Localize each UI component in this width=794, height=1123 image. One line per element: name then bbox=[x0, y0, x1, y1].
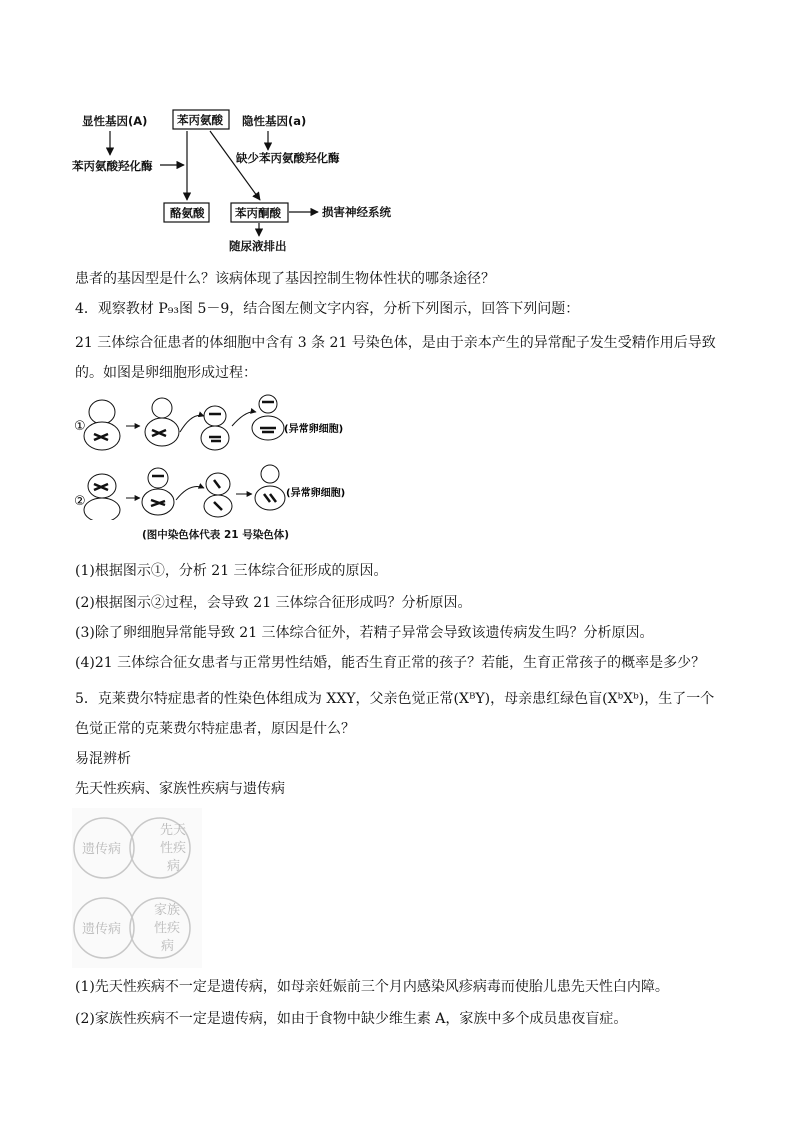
oocyte-formation-figure bbox=[70, 390, 390, 520]
venn-familial-line-1: 家族 bbox=[154, 903, 181, 918]
arrow-phe-to-phenylpyruvic bbox=[210, 131, 260, 200]
q4-sub-3: (3)除了卵细胞异常能导致 21 三体综合征外，若精子异常会导致该遗传病发生吗？分析原因。 bbox=[75, 625, 654, 641]
secondary-oocyte-1 bbox=[145, 398, 179, 446]
note-1: (1)先天性疾病不一定是遗传病，如母亲妊娠前三个月内感染风疹病毒而使胎儿患先天性白内障。 bbox=[75, 979, 669, 995]
meiosis2-cells-1 bbox=[201, 406, 229, 450]
q4-sub-1: (1)根据图示①，分析 21 三体综合征形成的原因。 bbox=[75, 563, 388, 579]
q4-intro: 21 三体综合征患者的体细胞中含有 3 条 21 号染色体，是由于亲本产生的异常配子发生受精作用后导致的。如图是卵细胞形成过程： bbox=[75, 335, 716, 381]
phenylalanine-pathway-diagram bbox=[0, 0, 794, 260]
arrow-2b bbox=[176, 487, 204, 501]
dominant-gene-label: 显性基因(A) bbox=[82, 114, 148, 128]
venn-congenital-line-3: 病 bbox=[167, 859, 181, 874]
tyrosine-label: 酪氨酸 bbox=[170, 206, 205, 220]
venn-congenital-line-2: 性疾 bbox=[160, 841, 187, 856]
abnormal-egg-label-1: (异常卵细胞) bbox=[284, 424, 344, 435]
q4-sub-2: (2)根据图示②过程，会导致 21 三体综合征形成吗？分析原因。 bbox=[75, 595, 472, 611]
venn-diagrams bbox=[72, 808, 202, 968]
note-2: (2)家族性疾病不一定是遗传病，如由于食物中缺少维生素 A，家族中多个成员患夜盲症。 bbox=[75, 1011, 628, 1027]
fig-label-1: ① bbox=[74, 419, 86, 434]
venn-familial-line-2: 性疾 bbox=[154, 921, 181, 936]
lack-enzyme-label: 缺少苯丙氨酸羟化酶 bbox=[236, 151, 340, 165]
primary-oocyte-1 bbox=[84, 400, 120, 450]
recessive-gene-label: 隐性基因(a) bbox=[242, 114, 307, 128]
venn-genetic-label-1: 遗传病 bbox=[82, 842, 122, 857]
meiosis2-cells-2 bbox=[204, 473, 232, 517]
q5-question: 5．克莱费尔特症患者的性染色体组成为 XXY，父亲色觉正常(XᴮY)，母亲患红绿色盲(XᵇXᵇ)，生了一个色觉正常的克莱费尔特症患者，原因是什么？ bbox=[75, 691, 715, 737]
venn-genetic-label-2: 遗传病 bbox=[82, 922, 122, 937]
primary-oocyte-2 bbox=[84, 474, 120, 520]
phenylpyruvic-label: 苯丙酮酸 bbox=[235, 206, 281, 220]
abnormal-egg-2 bbox=[255, 465, 285, 510]
section-title: 先天性疾病、家族性疾病与遗传病 bbox=[75, 781, 285, 797]
q4-title: 4．观察教材 P₉₃图 5－9，结合图左侧文字内容，分析下列图示，回答下列问题： bbox=[75, 301, 580, 317]
abnormal-egg-1 bbox=[252, 395, 284, 440]
venn-congenital-line-1: 先天 bbox=[160, 823, 187, 838]
phenylalanine-label: 苯丙氨酸 bbox=[177, 113, 223, 127]
secondary-oocyte-2 bbox=[142, 468, 174, 515]
excrete-label: 随尿液排出 bbox=[229, 239, 287, 253]
q3-question: 患者的基因型是什么？该病体现了基因控制生物体性状的哪条途径？ bbox=[75, 271, 495, 287]
arrow-1b bbox=[180, 415, 204, 432]
confusion-title: 易混辨析 bbox=[75, 751, 131, 767]
abnormal-egg-label-2: (异常卵细胞) bbox=[286, 488, 346, 499]
venn-familial-line-3: 病 bbox=[161, 939, 175, 954]
enzyme-label: 苯丙氨酸羟化酶 bbox=[72, 159, 153, 173]
q4-sub-4: (4)21 三体综合征女患者与正常男性结婚，能否生育正常的孩子？若能，生育正常孩子的概率是多少？ bbox=[75, 655, 706, 671]
damage-label: 损害神经系统 bbox=[322, 205, 391, 219]
fig-label-2: ② bbox=[74, 494, 86, 509]
fig-caption: (图中染色体代表 21 号染色体) bbox=[142, 529, 290, 541]
